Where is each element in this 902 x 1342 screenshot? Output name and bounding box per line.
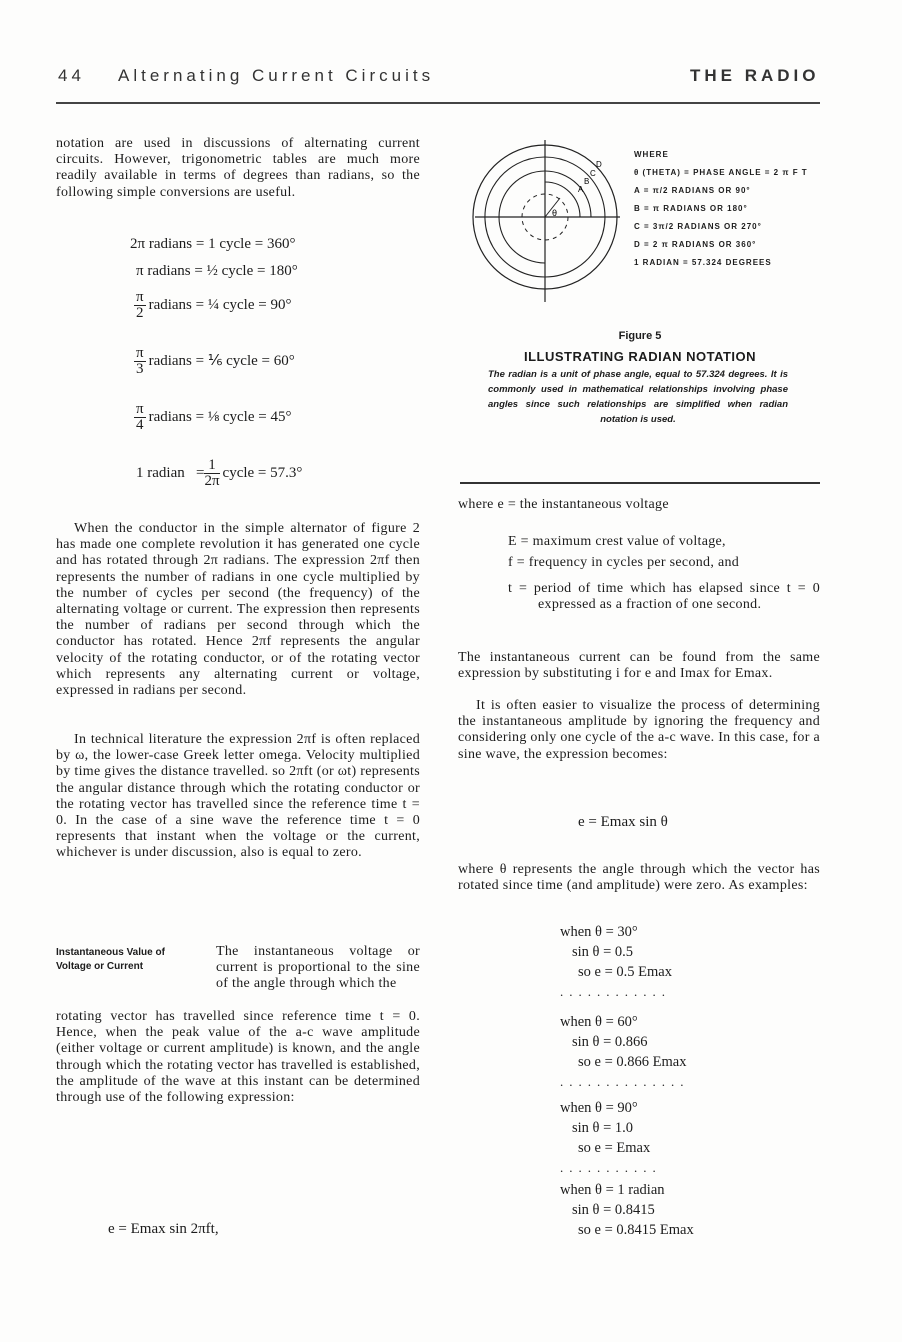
example-1-radian [560, 1180, 694, 1240]
legend-line: D = 2 π RADIANS OR 360° [634, 240, 757, 249]
fraction-num: π [136, 401, 144, 417]
legend-line: B = π RADIANS OR 180° [634, 204, 748, 213]
conversion-1 [136, 263, 298, 280]
example-sin: sin θ = 0.8415 [572, 1202, 655, 1218]
legend-line: θ (THETA) = PHASE ANGLE = 2 π F T [634, 168, 808, 177]
conv-rhs: = 60° [261, 352, 295, 369]
example-so: so e = 0.8415 Emax [578, 1222, 694, 1238]
definition-t: t = period of time which has elapsed since t = 0 expressed as a fraction of one second. [508, 581, 820, 613]
conv-mid: = ⅙ cycle [195, 352, 258, 369]
definition-e: E = maximum crest value of voltage, [508, 534, 726, 549]
fraction-den: 2 [136, 305, 144, 321]
fraction-den: 2π [204, 473, 220, 489]
conv-lhs: radians [148, 352, 192, 369]
conv-eq: = [195, 464, 205, 481]
separator-dots: ............ [560, 984, 671, 999]
book-title: THE RADIO [690, 66, 820, 85]
label-d: D [596, 160, 602, 169]
fraction-den: 3 [136, 361, 144, 377]
header-rule [56, 102, 820, 104]
fraction-num: π [136, 289, 144, 305]
separator-dots: .............. [560, 1074, 690, 1089]
conversion-3 [134, 346, 295, 377]
separator-dots: ........... [560, 1160, 662, 1175]
conv-mid: = 1 cycle [195, 236, 251, 252]
label-b: B [584, 177, 590, 186]
paragraph-instantaneous-lead: The instantaneous voltage or current is proportional to the sine of the angle through which the [216, 944, 420, 992]
conv-lhs: radians [148, 408, 192, 425]
figure-title: ILLUSTRATING RADIAN NOTATION [523, 349, 757, 364]
fraction-num: 1 [204, 458, 219, 474]
paragraph-alternator: When the conductor in the simple alternator of figure 2 has made one complete revolution it has generated one cycle and has rotated through 2π radians. The expression 2πf then represents the number of radians in one cycle multiplied by the number of cycles per second (the frequency) of the alternating voltage or current. The expression then represents the number of radians per second through which the conductor has rotated. Hence 2πf represents the angular velocity of the rotating conductor, or of the rotating vector which represents any alternating current or voltage, expressed in radians per second. [56, 521, 420, 699]
conv-mid: = ½ cycle [194, 263, 254, 279]
example-sin: sin θ = 0.866 [572, 1034, 648, 1050]
legend-line: C = 3π/2 RADIANS OR 270° [634, 222, 762, 231]
example-so: so e = 0.5 Emax [578, 964, 672, 980]
side-heading: Instantaneous Value of Voltage or Current [56, 947, 165, 972]
example-sin: sin θ = 1.0 [572, 1120, 634, 1136]
label-a: A [578, 185, 584, 194]
conversion-4 [134, 402, 291, 433]
paragraph-omega: In technical literature the expression 2πf is often replaced by ω, the lower-case Greek letter omega. Velocity multiplied by time gives the distance travelled. so 2πft (or ωt) represents the angular distance through which the rotating conductor or the rotating vector has travelled since the reference time t = 0. In the case of a sine wave the reference time t = 0 represents that instant when the voltage or the current, whichever is under discussion, also is equal to zero. [56, 732, 420, 861]
conv-lhs: 1 radian [136, 464, 185, 481]
radian-diagram [460, 140, 630, 305]
conversion-2 [134, 290, 291, 321]
fraction-num: π [136, 345, 144, 361]
example-30deg [560, 922, 672, 1002]
figure-caption: The radian is a unit of phase angle, equal to 57.324 degrees. It is commonly used in mathematical relationships involving phase angles since such relationships are simplified when radian notation is used. [488, 369, 788, 425]
example-so: so e = 0.866 Emax [578, 1054, 687, 1070]
conv-lhs: π radians [136, 263, 191, 279]
example-so: so e = Emax [578, 1140, 651, 1156]
figure-rule [460, 482, 820, 484]
example-when: when θ = 30° [560, 924, 638, 940]
example-when: when θ = 90° [560, 1100, 638, 1116]
chapter-title: Alternating Current Circuits [118, 66, 435, 85]
conv-lhs: 2π radians [130, 236, 193, 252]
legend-line: 1 RADIAN = 57.324 DEGREES [634, 258, 772, 267]
conversion-5 [136, 458, 302, 489]
formula-sin-theta: e = Emax sin θ [578, 814, 668, 830]
example-60deg [560, 1012, 690, 1092]
paragraph-examples: where θ represents the angle through which the vector has rotated since time (and amplitude) were zero. As examples: [458, 862, 820, 894]
legend-line: WHERE [634, 150, 669, 159]
paragraph-current: The instantaneous current can be found from the same expression by substituting i for e and Imax for Emax. [458, 650, 820, 682]
conv-rhs: = 45° [258, 408, 292, 425]
conv-rhs: cycle = 57.3° [222, 464, 303, 481]
example-when: when θ = 60° [560, 1014, 638, 1030]
conv-mid: = ¼ cycle [195, 296, 255, 313]
paragraph-visualize: It is often easier to visualize the process of determining the instantaneous amplitude by ignoring the frequency and considering only one cycle of the a-c wave. In this case, for a sine wave, the expression becomes: [458, 698, 820, 762]
fraction-den: 4 [136, 417, 144, 433]
conv-lhs: radians [148, 296, 192, 313]
page-number: 44 [58, 66, 85, 85]
figure-legend [634, 146, 808, 272]
where-line: where e = the instantaneous voltage [458, 497, 669, 512]
arc-a [545, 182, 580, 217]
definition-f: f = frequency in cycles per second, and [508, 555, 740, 570]
intro-paragraph: notation are used in discussions of alternating current circuits. However, trigonometric tables are much more readily available in terms of degrees than radians, so the following simple conversions are useful. [56, 136, 420, 200]
conversion-0 [130, 236, 295, 253]
formula-2pift: e = Emax sin 2πft, [108, 1221, 219, 1237]
conv-rhs: = 180° [257, 263, 298, 279]
example-when: when θ = 1 radian [560, 1182, 665, 1198]
paragraph-instantaneous: rotating vector has travelled since reference time t = 0. Hence, when the peak value of the a-c wave amplitude (either voltage or current amplitude) is known, and the angle through which the rotating vector has travelled is established, the amplitude of the wave at this instant can be determined through use of the following expression: [56, 1009, 420, 1106]
example-90deg [560, 1098, 662, 1178]
example-sin: sin θ = 0.5 [572, 944, 634, 960]
conv-rhs: = 360° [254, 236, 296, 252]
label-theta: θ [552, 208, 558, 218]
figure-number: Figure 5 [618, 330, 662, 342]
conv-rhs: = 90° [258, 296, 292, 313]
conv-mid: = ⅛ cycle [195, 408, 255, 425]
legend-line: A = π/2 RADIANS OR 90° [634, 186, 751, 195]
label-c: C [590, 169, 596, 178]
